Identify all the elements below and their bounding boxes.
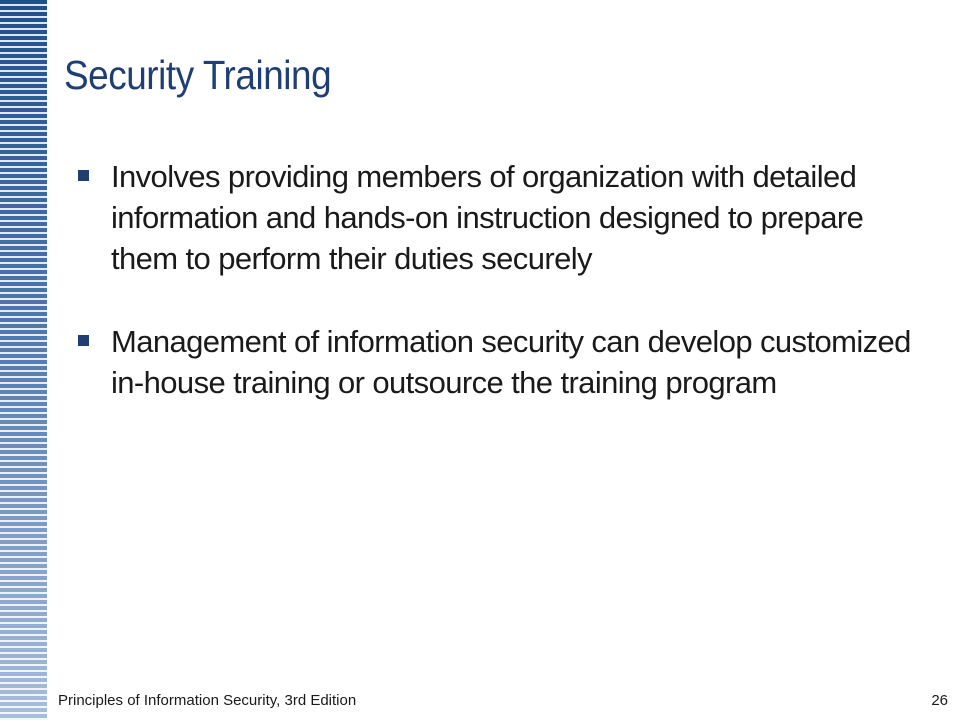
square-bullet-icon: [78, 335, 89, 346]
footer-page-number: 26: [931, 692, 948, 709]
decorative-stripe-bar: [0, 0, 47, 720]
slide-title: Security Training: [64, 52, 332, 98]
bullet-item: [72, 321, 932, 403]
footer-book-title: Principles of Information Security, 3rd Edition: [58, 692, 357, 709]
bullet-item: [72, 156, 932, 279]
bullet-text: Management of information security can develop customized in-house training or outsource the training program: [111, 324, 911, 400]
bullet-text: Involves providing members of organization with detailed information and hands-on instruction designed to prepare them to perform their duties securely: [111, 159, 864, 276]
bullet-list: [72, 156, 932, 445]
square-bullet-icon: [78, 170, 89, 181]
